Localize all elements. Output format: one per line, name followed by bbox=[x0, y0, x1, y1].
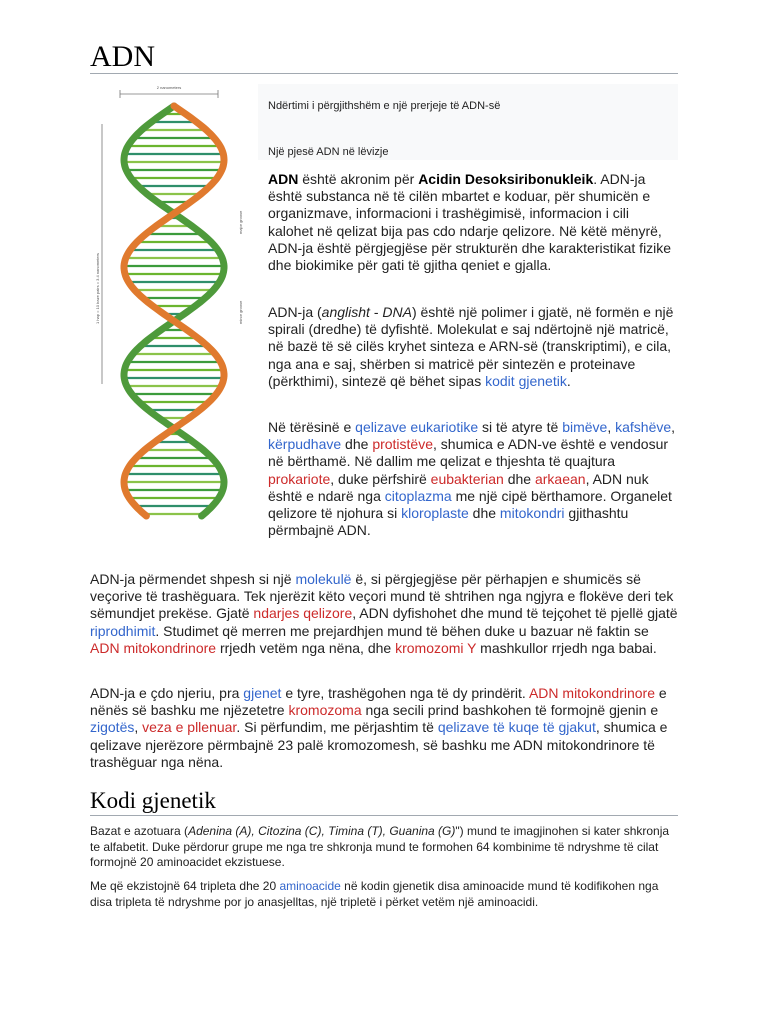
link-kerpudhave[interactable]: kërpudhave bbox=[268, 436, 342, 453]
heredity-paragraph: ADN-ja përmendet shpesh si një molekulë ë, si përgjegjëse për përhapjen e shumicës së veçorive të trashëguara. Tek njerëzit këto veçori mund të shtrihen nga ngjyra e flokëve deri tek sëmundjet prekëse. Gjatë ndarjes qelizore, ADN dyfishohet dhe mund të tejçohet të pjellë gjatë riprodhimit. Studimet që merren me prejardhjen mund të bëhen duke u bazuar në faktin se ADN mitokondrinore rrjedh vetëm nga nëna, dhe kromozomi Y mashkullor rrjedh nga babai. bbox=[90, 571, 678, 656]
link-ndarjes-qelizore[interactable]: ndarjes qelizore bbox=[253, 605, 353, 622]
link-qelizave-eukariotike[interactable]: qelizave eukariotike bbox=[355, 419, 479, 435]
title-divider bbox=[90, 73, 678, 74]
term-adn: ADN bbox=[268, 171, 299, 187]
figure-float-spacer bbox=[90, 419, 268, 543]
link-bimeve[interactable]: bimëve bbox=[562, 419, 608, 435]
link-mitokondri[interactable]: mitokondri bbox=[499, 505, 565, 522]
link-arkaean[interactable]: arkaean bbox=[534, 470, 586, 487]
link-prokariote[interactable]: prokariote bbox=[268, 470, 331, 487]
section-heading-kodi-gjenetik: Kodi gjenetik bbox=[90, 788, 216, 813]
link-kafsheve[interactable]: kafshëve bbox=[615, 419, 672, 435]
link-riprodhimit[interactable]: riprodhimit bbox=[90, 622, 156, 639]
structure-paragraph: ADN-ja (anglisht - DNA) është një polimer i gjatë, në formën e një spirali (dredhe) të dyfishtë. Molekulat e saj ndërtojnë një matricë, në bazë të së cilës kryhet sinteza e ARN-së (transkriptimi), e cila, nga ana e saj, shërben si matricë për sintezën e proteinave (përkthimi), sintezë që bëhet sipas kodit gjenetik. bbox=[268, 304, 674, 389]
major-groove-label: major groove bbox=[238, 210, 243, 234]
link-zigotes[interactable]: zigotës bbox=[90, 719, 135, 736]
scale-side-label: 1 hap = 10 baze pairs = 3.4 nanometers bbox=[95, 253, 100, 324]
scale-top-label: 2 nanometers bbox=[156, 85, 182, 90]
term-full: Acidin Desoksiribonukleik bbox=[418, 171, 594, 187]
link-adn-mitokondrinore-2[interactable]: ADN mitokondrinore bbox=[528, 685, 656, 701]
genetic-code-paragraph-2: Me që ekzistojnë 64 tripleta dhe 20 aminoacide në kodin gjenetik disa aminoacide mund të kodifikohen nga disa tripleta të ndryshme por jo anasjelltas, një tripletë i përket vetëm një aminoacidi. bbox=[90, 879, 659, 909]
genetic-code-paragraph-1: Bazat e azotuara (Adenina (A), Citozina (C), Timina (T), Guanina (G)") mund te imagjinohen si kater shkronja te alfabetit. Duke përdorur grupe me nga tre shkronja mund te formohen 64 kombinime të ndryshme të cilat formojnë 20 aminoacidet ekzistuese. bbox=[90, 824, 670, 869]
link-protisteve[interactable]: protistëve bbox=[372, 436, 434, 453]
link-eubakterian[interactable]: eubakterian bbox=[430, 470, 504, 487]
link-gjenet[interactable]: gjenet bbox=[243, 685, 282, 701]
link-aminoacide[interactable]: aminoacide bbox=[279, 879, 341, 893]
link-veza-e-pllenuar[interactable]: veza e pllenuar bbox=[142, 719, 237, 736]
minor-groove-label: minor groove bbox=[238, 300, 243, 324]
figure-caption-1: Ndërtimi i përgjithshëm e një prerjeje të ADN-së bbox=[268, 100, 501, 112]
link-molekule[interactable]: molekulë bbox=[295, 571, 352, 587]
link-citoplazma[interactable]: citoplazma bbox=[384, 487, 452, 504]
link-kromozomi-y[interactable]: kromozomi Y bbox=[395, 639, 477, 656]
link-kloroplaste[interactable]: kloroplaste bbox=[401, 505, 469, 522]
figure-caption-2: Një pjesë ADN në lëvizje bbox=[268, 146, 389, 158]
link-qelizave-te-kuqe[interactable]: qelizave të kuqe të gjakut bbox=[437, 719, 596, 736]
link-kromozoma[interactable]: kromozoma bbox=[288, 702, 362, 719]
page-title: ADN bbox=[90, 40, 155, 73]
link-adn-mitokondrinore[interactable]: ADN mitokondrinore bbox=[90, 639, 217, 656]
link-kodit-gjenetik[interactable]: kodit gjenetik bbox=[485, 372, 567, 389]
section-divider bbox=[90, 815, 678, 816]
intro-paragraph: ADN është akronim për Acidin Desoksiribonukleik. ADN-ja është substanca në të cilën mbartet e koduar, për shumicën e organizmave, informacioni i trashëgimisë, informacion i cili kalohet në qelizat bija pas cdo ndarje qelizore. Në këtë mënyrë, ADN-ja është përgjegjëse për strukturën dhe karakteristikat fizike dhe biokimike për gati të gjitha qeniet e gjalla. bbox=[268, 171, 672, 274]
location-paragraph: Në tërësinë e qelizave eukariotike si të atyre të bimëve, kafshëve, kërpudhave dhe protistëve, shumica e ADN-ve është e vendosur në bërthamë. Në dallim me qelizat e thjeshta të quajtura prokariote, duke përfshirë eubakterian dhe arkaean, ADN nuk është e ndarë nga citoplazma me një cipë bërthamore. Organelet qelizore të njohura si kloroplaste dhe mitokondri gjithashtu përmbajnë ADN. bbox=[90, 419, 680, 543]
inheritance-paragraph: ADN-ja e çdo njeriu, pra gjenet e tyre, trashëgohen nga të dy prindërit. ADN mitokondrinore e nënës së bashku me njëzetetre kromozoma nga secili prind bashkohen të formojnë gjenin e zigotës, veza e pllenuar. Si përfundim, me përjashtim të qelizave të kuqe të gjakut, shumica e qelizave njerëzore përmbajnë 23 palë kromozomesh, së bashku me ADN mitokondrinore të trashëguar nga nëna. bbox=[90, 685, 668, 770]
